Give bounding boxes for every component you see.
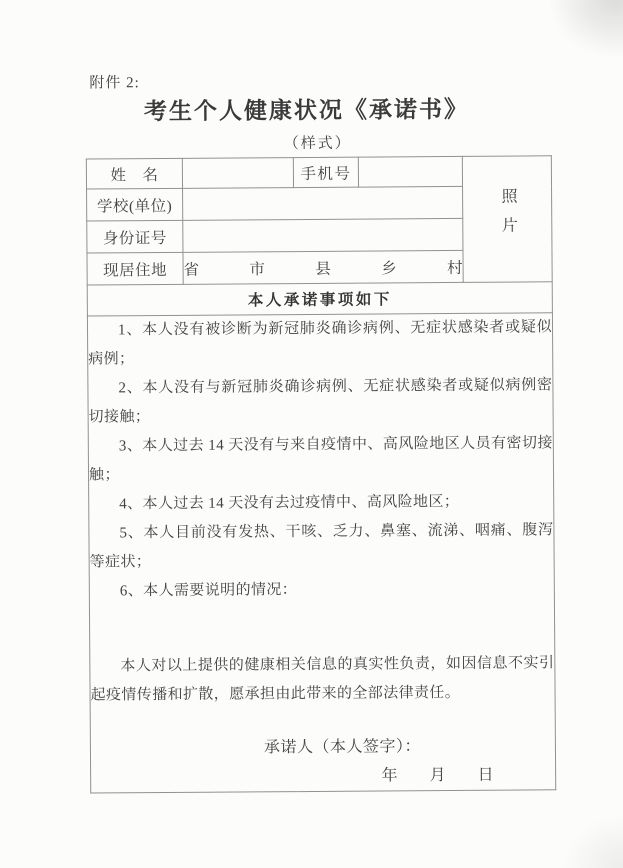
photo-box	[462, 156, 552, 283]
truthfulness-declaration: 本人对以上提供的健康相关信息的真实性负责，如因信息不实引起疫情传播和扩散，愿承担由此带来的全部法律责任。	[90, 655, 555, 704]
date-line: 年 月 日	[381, 766, 495, 785]
commitment-item-4: 4、本人过去 14 天没有去过疫情中、高风险地区；	[119, 493, 460, 513]
attachment-label: 附件 2:	[89, 75, 140, 92]
commitment-item-1: 1、本人没有被诊断为新冠肺炎确诊病例、无症状感染者或疑似病例；	[88, 319, 553, 368]
document-subtitle: （样式）	[283, 135, 352, 153]
phone-label: 手机号	[293, 157, 358, 187]
residence-unit-county: 县	[315, 260, 331, 278]
residence-unit-township: 乡	[381, 259, 397, 277]
residence-input-cell	[183, 250, 463, 284]
id-number-label: 身份证号	[87, 220, 183, 253]
table-row-name-phone	[86, 156, 551, 189]
health-commitment-form-table	[86, 155, 556, 793]
residence-unit-city: 市	[249, 260, 266, 278]
commitment-body-cell	[87, 313, 555, 793]
photo-label: 照片	[499, 187, 517, 246]
commitment-item-6: 6、本人需要说明的情况：	[119, 582, 298, 600]
name-label: 姓 名	[86, 158, 182, 189]
commitment-heading: 本人承诺事项如下	[87, 282, 552, 316]
residence-units	[184, 255, 463, 279]
residence-label: 现居住地	[87, 252, 183, 285]
id-input-cell	[183, 218, 463, 252]
name-input-cell	[182, 158, 293, 189]
signature-label: 承诺人（本人签字）：	[263, 738, 421, 757]
residence-unit-village: 村	[446, 259, 463, 277]
school-label: 学校(单位)	[87, 188, 183, 221]
document-title: 考生个人健康状况《承诺书》	[143, 96, 470, 125]
table-row-commitment-heading	[87, 282, 552, 316]
commitment-item-3: 3、本人过去 14 天没有与来自疫情中、高风险地区人员有密切接触；	[88, 435, 553, 484]
school-input-cell	[183, 186, 463, 220]
commitment-item-5: 5、本人目前没有发热、干咳、乏力、鼻塞、流涕、咽痛、腹泻等症状；	[89, 522, 554, 571]
commitment-item-2: 2、本人没有与新冠肺炎确诊病例、无症状感染者或疑似病例密切接触；	[88, 377, 553, 426]
residence-unit-province: 省	[183, 261, 200, 279]
table-row-commitment-body	[87, 313, 555, 793]
phone-input-cell	[358, 156, 462, 187]
